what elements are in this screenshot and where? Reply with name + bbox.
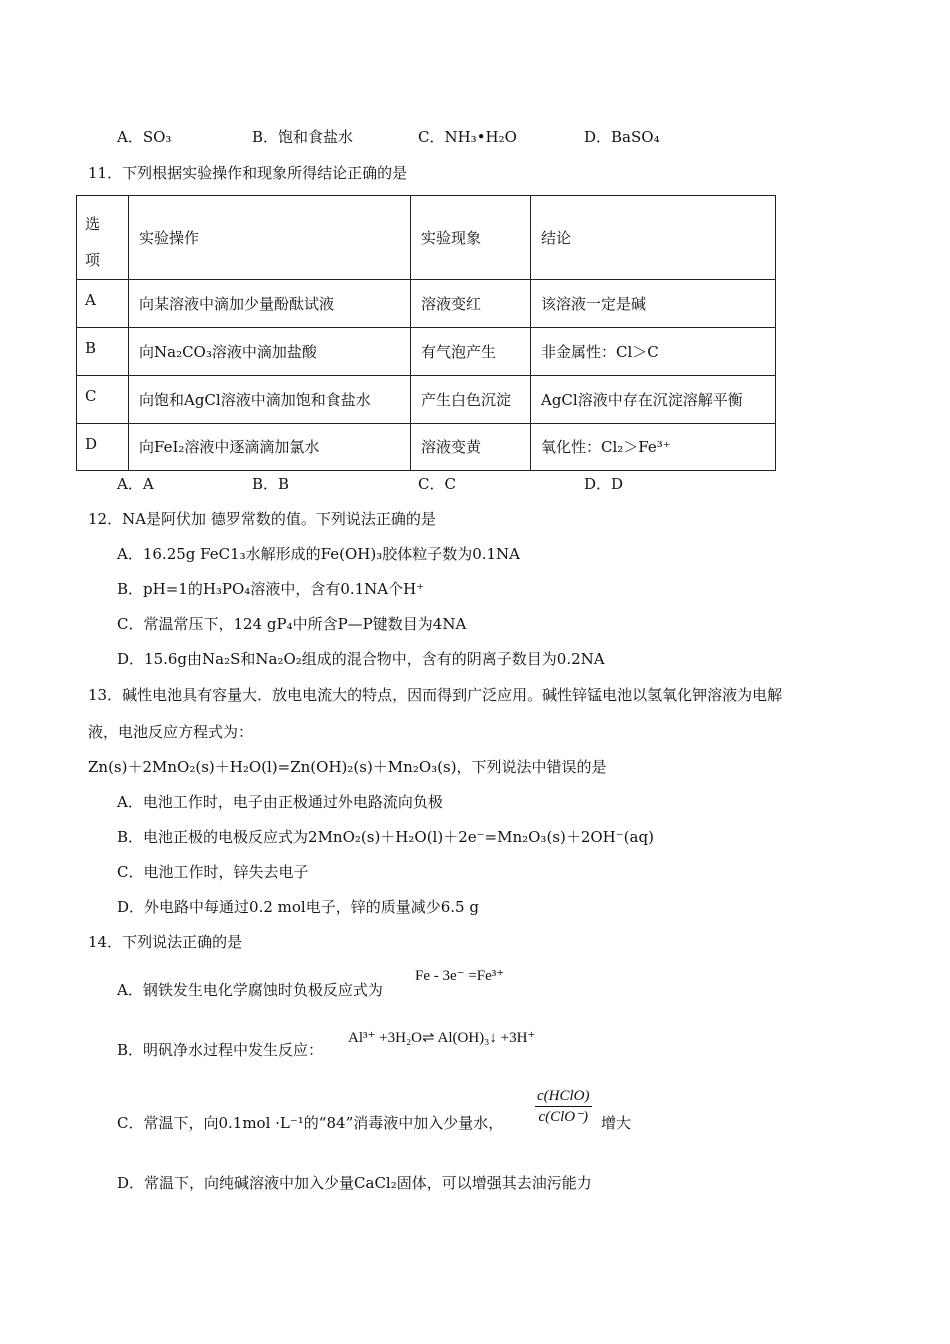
q11-row-b-option: B bbox=[77, 328, 129, 376]
q11-option-b: B．B bbox=[252, 475, 290, 493]
q10-option-b: B．饱和食盐水 bbox=[252, 128, 354, 146]
q11-row-a-operation: 向某溶液中滴加少量酚酞试液 bbox=[129, 280, 411, 328]
q14-option-c-denominator: c(ClO⁻) bbox=[538, 1109, 589, 1125]
q11-row-d-conclusion: 氧化性：Cl₂＞Fe³⁺ bbox=[531, 424, 776, 471]
q11-header-phenomenon: 实验现象 bbox=[411, 196, 531, 280]
q13-stem-line3: Zn(s)＋2MnO₂(s)＋H₂O(l)=Zn(OH)₂(s)＋Mn₂O₃(s)，下列说法中错误的是 bbox=[88, 758, 607, 776]
q11-header-option-top: 选 bbox=[85, 215, 101, 233]
table-row bbox=[77, 376, 776, 424]
q11-header-row bbox=[77, 196, 776, 280]
q11-row-b-phenomenon: 有气泡产生 bbox=[411, 328, 531, 376]
q14-option-c-fraction bbox=[535, 1086, 592, 1127]
q11-table bbox=[76, 195, 776, 471]
q11-row-d-option: D bbox=[77, 424, 129, 471]
q14-option-a-text: A．钢铁发生电化学腐蚀时负极反应式为 bbox=[117, 981, 383, 999]
q11-header-option-bottom: 项 bbox=[85, 251, 101, 269]
q14-option-b-text: B．明矾净水过程中发生反应： bbox=[117, 1041, 324, 1059]
q12-option-a: A．16.25g FeC1₃水解形成的Fe(OH)₃胶体粒子数为0.1NA bbox=[117, 545, 521, 563]
q11-header-option bbox=[77, 196, 129, 280]
q14-option-c-text: C．常温下，向0.1mol ·L⁻¹的“84”消毒液中加入少量水， bbox=[117, 1114, 504, 1132]
q13-option-a: A．电池工作时，电子由正极通过外电路流向负极 bbox=[117, 793, 443, 811]
q12-option-d: D．15.6g由Na₂S和Na₂O₂组成的混合物中，含有的阴离子数目为0.2NA bbox=[117, 650, 605, 668]
q14-option-d: D．常温下，向纯碱溶液中加入少量CaCl₂固体，可以增强其去油污能力 bbox=[117, 1174, 592, 1192]
q11-row-c-conclusion: AgCl溶液中存在沉淀溶解平衡 bbox=[531, 376, 776, 424]
q11-option-a: A．A bbox=[117, 475, 154, 493]
q11-row-a-conclusion: 该溶液一定是碱 bbox=[531, 280, 776, 328]
q10-option-a: A．SO₃ bbox=[117, 128, 172, 146]
q11-row-c-operation: 向饱和AgCl溶液中滴加饱和食盐水 bbox=[129, 376, 411, 424]
q11-header-operation: 实验操作 bbox=[129, 196, 411, 280]
table-row bbox=[77, 328, 776, 376]
q11-header-conclusion: 结论 bbox=[531, 196, 776, 280]
table-row bbox=[77, 280, 776, 328]
q10-option-c: C．NH₃•H₂O bbox=[418, 128, 517, 146]
q13-option-d: D．外电路中每通过0.2 mol电子，锌的质量减少6.5 g bbox=[117, 898, 479, 916]
q13-stem-line1: 13．碱性电池具有容量大．放电电流大的特点，因而得到广泛应用。碱性锌锰电池以氢氧化钾溶液为电解 bbox=[88, 686, 783, 704]
q14-option-c-tail: 增大 bbox=[601, 1114, 632, 1132]
q10-option-d: D．BaSO₄ bbox=[584, 128, 660, 146]
q11-row-b-conclusion: 非金属性：Cl＞C bbox=[531, 328, 776, 376]
q11-row-d-operation: 向FeI₂溶液中逐滴滴加氯水 bbox=[129, 424, 411, 471]
q14-option-a-equation: Fe - 3e⁻ =Fe³⁺ bbox=[415, 968, 505, 984]
q13-option-b: B．电池正极的电极反应式为2MnO₂(s)＋H₂O(l)＋2e⁻=Mn₂O₃(s)＋2OH⁻(aq) bbox=[117, 828, 654, 846]
q11-row-d-phenomenon: 溶液变黄 bbox=[411, 424, 531, 471]
q11-option-c: C．C bbox=[418, 475, 456, 493]
q11-row-c-phenomenon: 产生白色沉淀 bbox=[411, 376, 531, 424]
q14-option-c-numerator: c(HClO) bbox=[535, 1086, 592, 1107]
q14-stem: 14．下列说法正确的是 bbox=[88, 933, 243, 951]
q11-row-b-operation: 向Na₂CO₃溶液中滴加盐酸 bbox=[129, 328, 411, 376]
q11-row-a-phenomenon: 溶液变红 bbox=[411, 280, 531, 328]
table-row bbox=[77, 424, 776, 471]
q11-stem: 11．下列根据实验操作和现象所得结论正确的是 bbox=[88, 164, 408, 182]
q11-row-c-option: C bbox=[77, 376, 129, 424]
q11-option-d: D．D bbox=[584, 475, 624, 493]
q13-stem-line2: 液，电池反应方程式为： bbox=[88, 723, 254, 741]
q13-option-c: C．电池工作时，锌失去电子 bbox=[117, 863, 309, 881]
q11-row-a-option: A bbox=[77, 280, 129, 328]
q14-option-b-equation: Al³⁺ +3H₂O⇌ Al(OH)₃↓ +3H⁺ bbox=[348, 1030, 536, 1046]
q12-option-b: B．pH=1的H₃PO₄溶液中，含有0.1NA个H⁺ bbox=[117, 580, 425, 598]
q12-option-c: C．常温常压下，124 gP₄中所含P—P键数目为4NA bbox=[117, 615, 467, 633]
q12-stem: 12．NA是阿伏加 德罗常数的值。下列说法正确的是 bbox=[88, 510, 436, 528]
